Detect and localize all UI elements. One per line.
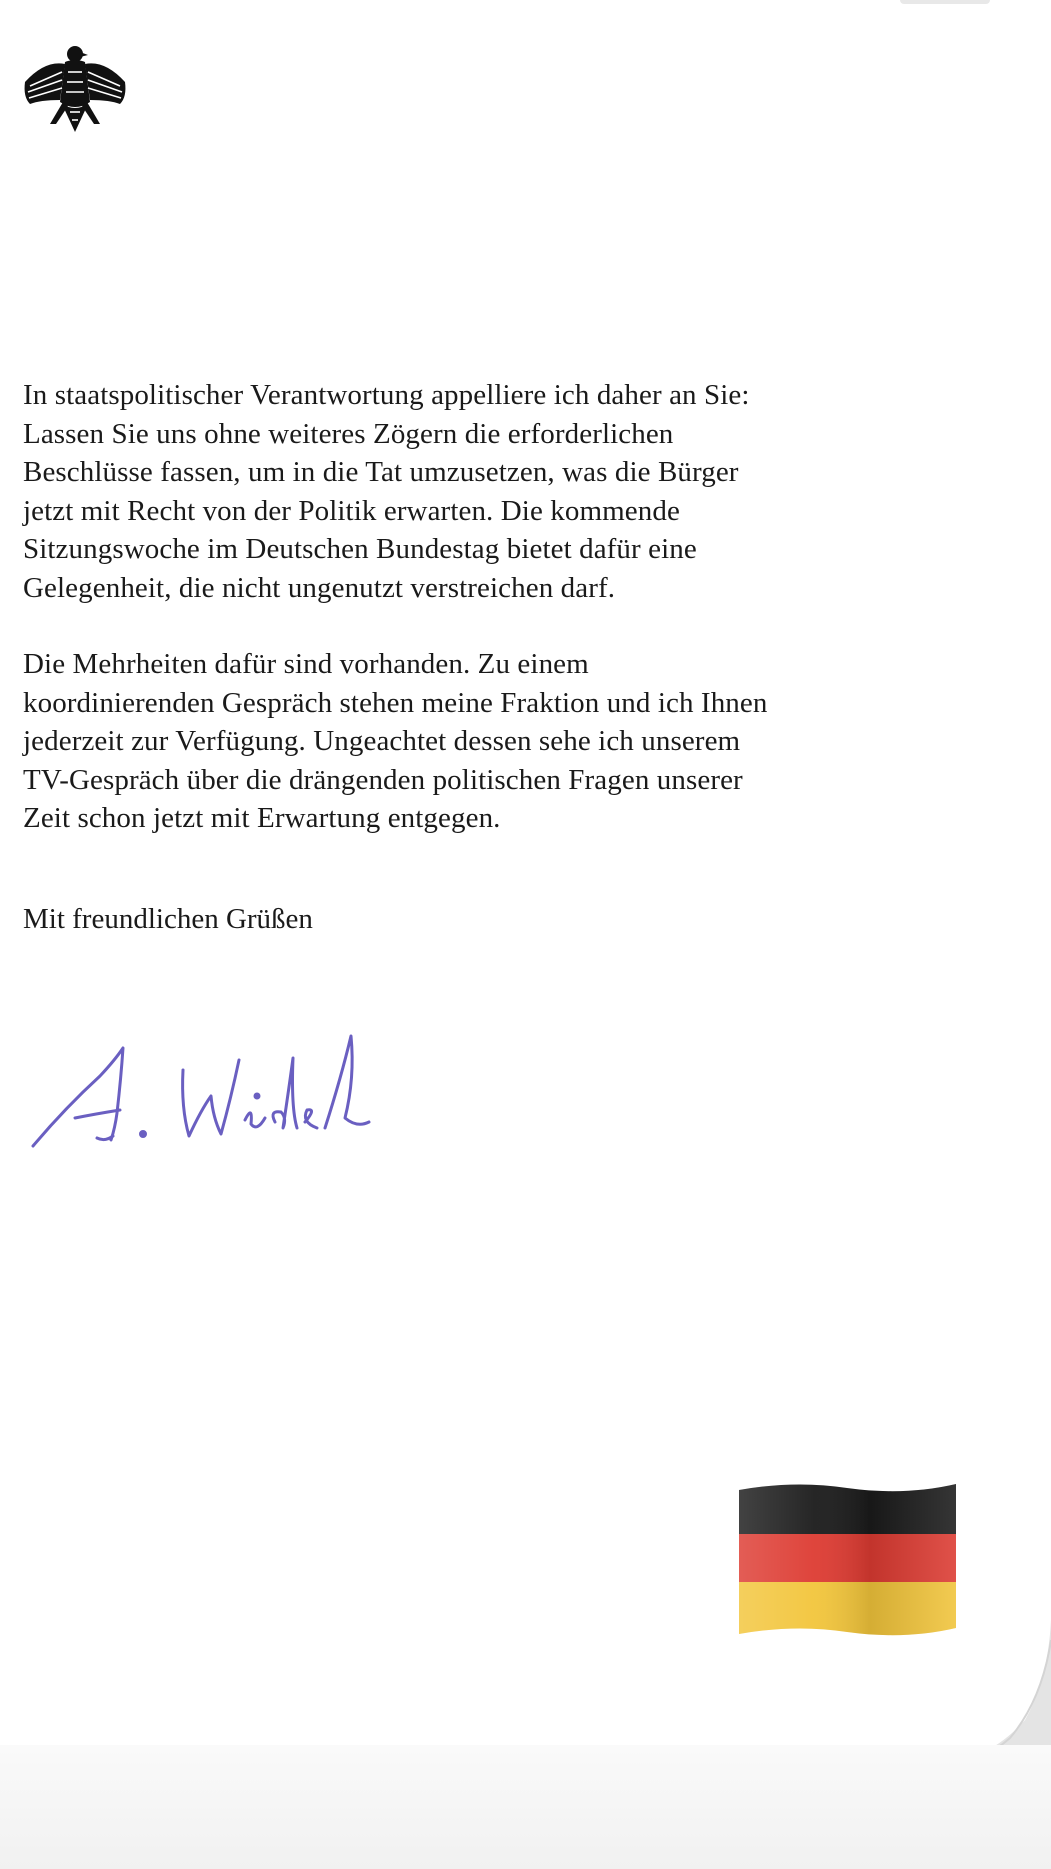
letter-body [23, 376, 1023, 876]
body-line: jederzeit zur Verfügung. Ungeachtet dessen sehe ich unserem [23, 725, 741, 757]
paragraph-majorities [23, 645, 1023, 838]
paragraph-appeal [23, 376, 1023, 607]
body-line: In staatspolitischer Verantwortung appelliere ich daher an Sie: [23, 379, 750, 411]
top-edge-tab [900, 0, 990, 4]
bundestag-eagle-icon [20, 42, 130, 134]
body-line: Zeit schon jetzt mit Erwartung entgegen. [23, 802, 501, 834]
body-line: jetzt mit Recht von der Politik erwarten. Die kommende [23, 494, 680, 527]
bottom-band [0, 1745, 1051, 1869]
handwritten-signature [25, 1018, 405, 1153]
body-line: Beschlüsse fassen, um in die Tat umzusetzen, was die Bürger [23, 456, 739, 488]
body-line: Lassen Sie uns ohne weiteres Zögern die erforderlichen [23, 417, 674, 450]
body-line: TV-Gespräch über die drängenden politischen Fragen unserer [23, 763, 743, 796]
closing-salutation: Mit freundlichen Grüßen [23, 903, 313, 935]
body-line: Gelegenheit, die nicht ungenutzt verstreichen darf. [23, 571, 616, 604]
body-line: koordinierenden Gespräch stehen meine Fraktion und ich Ihnen [23, 686, 768, 719]
body-line: Die Mehrheiten dafür sind vorhanden. Zu einem [23, 648, 589, 680]
body-line: Sitzungswoche im Deutschen Bundestag bietet dafür eine [23, 533, 697, 565]
germany-flag-icon [735, 1478, 960, 1638]
